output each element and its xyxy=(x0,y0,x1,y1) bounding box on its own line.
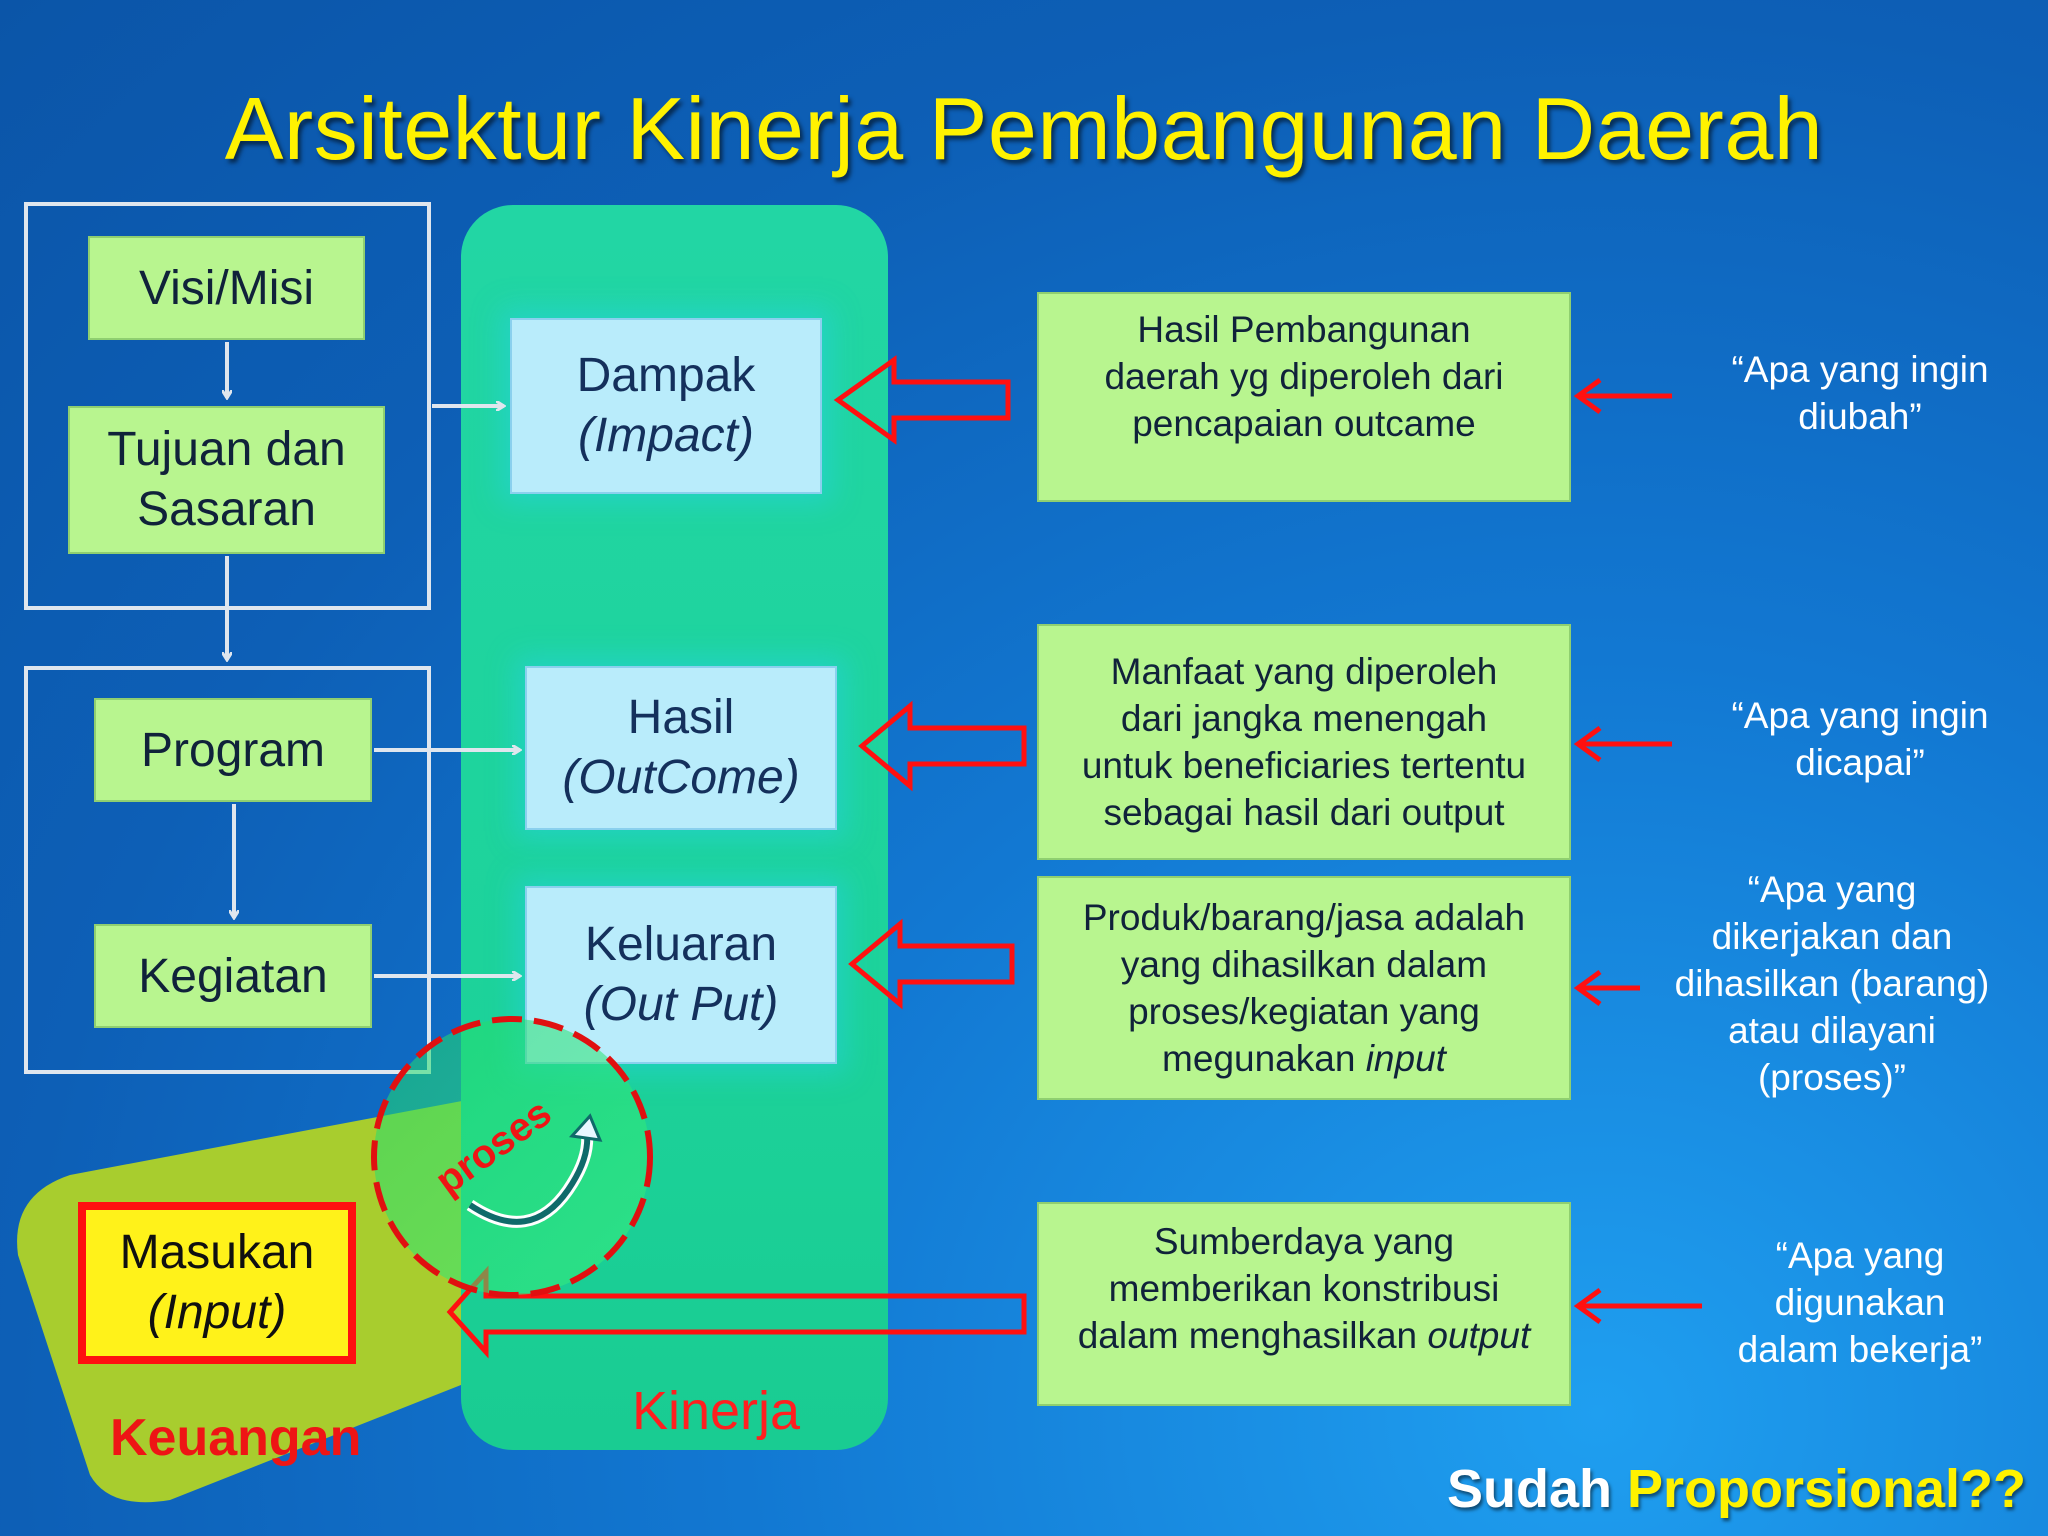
output-label: (Out Put) xyxy=(583,978,779,1031)
quote-line: dihasilkan (barang) xyxy=(1674,963,1990,1004)
quote-line: diubah” xyxy=(1798,396,1922,437)
hasil-block-arrow xyxy=(862,706,1024,786)
keluaran-block-arrow xyxy=(852,924,1012,1004)
quote-line: dikerjakan dan xyxy=(1711,916,1953,957)
hasil-desc-line: Manfaat yang diperoleh xyxy=(1110,651,1498,692)
keuangan-label: Keuangan xyxy=(110,1409,362,1467)
hasil-label: Hasil xyxy=(627,691,735,744)
kinerja-label: Kinerja xyxy=(631,1381,801,1441)
quote-line: digunakan xyxy=(1774,1282,1946,1323)
hasil-desc-line: dari jangka menengah xyxy=(1120,698,1488,739)
footer-accent-text: Proporsional?? xyxy=(1626,1459,2026,1519)
sasaran-label: Sasaran xyxy=(137,483,316,536)
quote-line: “Apa yang xyxy=(1747,869,1917,910)
dampak-block-arrow xyxy=(838,360,1008,440)
dampak-label: Dampak xyxy=(576,349,756,402)
masukan-desc-italic: output xyxy=(1427,1315,1531,1356)
hasil-desc-line: sebagai hasil dari output xyxy=(1103,792,1505,833)
masukan-label: Masukan xyxy=(119,1226,315,1279)
keluaran-desc-line: yang dihasilkan dalam xyxy=(1120,944,1488,985)
keluaran-desc-text: megunakan xyxy=(1162,1038,1366,1079)
outcome-label: (OutCome) xyxy=(562,751,800,804)
impact-label: (Impact) xyxy=(577,409,754,462)
proses-circle xyxy=(374,1019,650,1295)
page-title: Arsitektur Kinerja Pembangunan Daerah xyxy=(224,79,1824,178)
kegiatan-label: Kegiatan xyxy=(138,949,328,1003)
quote-line: (proses)” xyxy=(1757,1057,1907,1098)
keluaran-desc-italic: input xyxy=(1365,1038,1446,1079)
quote-line: atau dilayani xyxy=(1728,1010,1936,1051)
tujuan-label: Tujuan dan xyxy=(107,423,346,476)
visi-misi-label: Visi/Misi xyxy=(138,261,315,315)
input-label: (Input) xyxy=(147,1286,287,1339)
quote-line: dicapai” xyxy=(1795,742,1925,783)
keluaran-desc-line: Produk/barang/jasa adalah xyxy=(1082,897,1526,938)
quote-line: “Apa yang ingin xyxy=(1731,349,1989,390)
keluaran-label: Keluaran xyxy=(584,918,778,971)
dampak-desc-line: pencapaian outcame xyxy=(1132,403,1476,444)
dampak-desc-line: Hasil Pembangunan xyxy=(1137,309,1471,350)
quote-line: “Apa yang xyxy=(1775,1235,1945,1276)
proses-label: proses xyxy=(427,1090,560,1204)
footer-text: Sudah xyxy=(1446,1459,1627,1519)
dampak-desc-line: daerah yg diperoleh dari xyxy=(1104,356,1504,397)
masukan-desc-line: memberikan konstribusi xyxy=(1108,1268,1500,1309)
program-label: Program xyxy=(140,723,326,777)
quote-line: “Apa yang ingin xyxy=(1731,695,1989,736)
masukan-desc-text: dalam menghasilkan xyxy=(1077,1315,1428,1356)
quote-line: dalam bekerja” xyxy=(1737,1329,1983,1370)
footer-question xyxy=(1447,1458,2026,1520)
hasil-desc-line: untuk beneficiaries tertentu xyxy=(1081,745,1527,786)
keluaran-desc-line: proses/kegiatan yang xyxy=(1128,991,1480,1032)
masukan-desc-line: Sumberdaya yang xyxy=(1153,1221,1455,1262)
